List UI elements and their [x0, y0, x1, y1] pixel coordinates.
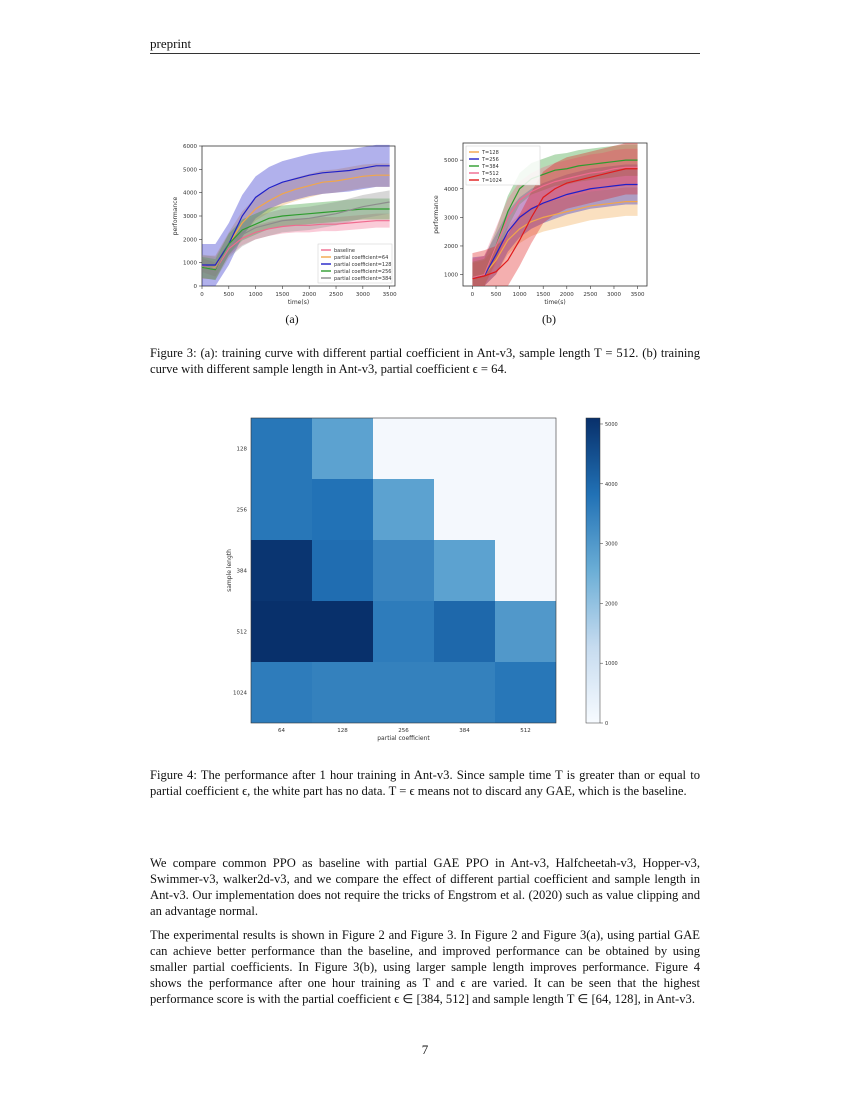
heatmap-cell [312, 418, 373, 479]
heatmap-cell [434, 601, 495, 662]
heatmap-cell [312, 540, 373, 601]
heatmap-cell [312, 479, 373, 540]
colorbar-tick-label: 5000 [605, 421, 618, 428]
legend-label: partial coefficient=384 [334, 276, 392, 282]
y-tick-label: 6000 [183, 144, 197, 150]
colorbar-tick-label: 2000 [605, 601, 618, 608]
legend-label: T=128 [482, 150, 499, 156]
heatmap-cell [434, 540, 495, 601]
colorbar-tick-label: 4000 [605, 481, 618, 488]
x-tick-label: 3500 [382, 292, 397, 298]
legend-label: partial coefficient=256 [334, 269, 392, 275]
heatmap-cell [373, 540, 434, 601]
figure-3a-label: (a) [285, 312, 299, 326]
x-tick-label: 2500 [329, 292, 344, 298]
legend-label: baseline [334, 248, 355, 254]
y-axis-label: sample length [226, 549, 233, 592]
heatmap-cell [251, 418, 312, 479]
y-tick-label: 384 [236, 568, 247, 575]
x-tick-label: 384 [459, 728, 470, 734]
y-tick-label: 1024 [233, 690, 247, 697]
heatmap-cell [373, 662, 434, 723]
header-rule [150, 53, 700, 54]
colorbar-tick-label: 3000 [605, 541, 618, 548]
x-tick-label: 500 [490, 292, 502, 298]
heatmap-cell [495, 479, 556, 540]
y-tick-label: 0 [193, 284, 197, 290]
legend-label: T=1024 [482, 178, 502, 184]
x-tick-label: 1000 [512, 292, 527, 298]
x-tick-label: 128 [337, 728, 348, 734]
y-axis-label: performance [433, 195, 440, 234]
figure-4-caption: Figure 4: The performance after 1 hour training in Ant-v3. Since sample time T is greater than or equal to partial coefficient ϵ, the white part has no data. T = ϵ means not to discard any GAE, which is the baseline. [150, 768, 700, 798]
legend-label: partial coefficient=64 [334, 255, 389, 261]
x-tick-label: 0 [200, 292, 204, 298]
figure-3b-label: (b) [542, 312, 556, 326]
y-tick-label: 512 [236, 629, 247, 636]
heatmap-cell [251, 601, 312, 662]
x-tick-label: 1500 [536, 292, 551, 298]
colorbar-tick-label: 0 [605, 721, 609, 727]
heatmap-cell [434, 479, 495, 540]
x-tick-label: 1500 [275, 292, 290, 298]
legend-label: T=384 [482, 164, 499, 170]
heatmap-cell [312, 662, 373, 723]
x-tick-label: 3000 [606, 292, 621, 298]
heatmap-cell [495, 601, 556, 662]
x-tick-label: 3000 [355, 292, 370, 298]
figure-3-caption: Figure 3: (a): training curve with different partial coefficient in Ant-v3, sample length T = 512. (b) training curve with different sample length in Ant-v3, partial coefficient ϵ = 64. [150, 346, 700, 376]
x-tick-label: 2000 [302, 292, 317, 298]
heatmap-cell [373, 601, 434, 662]
y-tick-label: 5000 [444, 158, 458, 165]
y-tick-label: 3000 [444, 215, 458, 222]
heatmap-cell [434, 662, 495, 723]
heatmap-cell [373, 418, 434, 479]
y-tick-label: 2000 [444, 243, 458, 250]
x-axis-label: time(s) [287, 299, 310, 306]
x-tick-label: 64 [278, 728, 285, 734]
x-tick-label: 2000 [559, 292, 574, 298]
heatmap-cell [373, 479, 434, 540]
x-tick-label: 256 [398, 728, 409, 734]
y-tick-label: 128 [236, 446, 247, 453]
heatmap-cell [251, 662, 312, 723]
figure-3a-chart [165, 138, 405, 308]
body-paragraph-2: The experimental results is shown in Figure 2 and Figure 3. In Figure 2 and Figure 3(a), using partial GAE can achieve better performance than the baseline, and improved performance can be obtained by using smaller partial coefficients. In Figure 3(b), using larger sample length improves performance. Figure 4 shows the performance after one hour training as T and ϵ are varied. It can be seen that the highest performance score is with the partial coefficient ϵ ∈ [384, 512] and sample length T ∈ [64, 128], in Ant-v3. [150, 928, 700, 1006]
heatmap-cell [312, 601, 373, 662]
x-axis-label: partial coefficient [377, 735, 430, 742]
y-tick-label: 4000 [444, 186, 458, 193]
page-number: 7 [421, 1042, 429, 1057]
x-tick-label: 512 [520, 728, 531, 734]
legend-label: T=256 [482, 157, 499, 163]
y-tick-label: 5000 [183, 167, 197, 174]
y-axis-label: performance [172, 196, 179, 236]
heatmap-cell [251, 479, 312, 540]
heatmap-cell [495, 540, 556, 601]
x-tick-label: 500 [223, 292, 235, 298]
x-axis-label: time(s) [544, 299, 566, 306]
y-tick-label: 256 [236, 507, 247, 514]
y-tick-label: 3000 [183, 214, 197, 220]
y-tick-label: 1000 [183, 260, 197, 267]
figure-3b-chart [427, 138, 657, 308]
figure-4-heatmap [222, 410, 632, 750]
heatmap-cell [434, 418, 495, 479]
running-title: preprint [150, 36, 192, 51]
y-tick-label: 4000 [183, 190, 197, 197]
heatmap-cell [495, 662, 556, 723]
heatmap-cell [495, 418, 556, 479]
colorbar [586, 418, 600, 723]
x-tick-label: 0 [470, 292, 475, 298]
x-tick-label: 2500 [583, 292, 598, 298]
x-tick-label: 1000 [248, 292, 263, 298]
y-tick-label: 1000 [444, 272, 458, 279]
legend-label: partial coefficient=128 [334, 262, 392, 268]
legend-label: T=512 [482, 171, 499, 177]
y-tick-label: 2000 [183, 237, 197, 244]
body-paragraph-1: We compare common PPO as baseline with partial GAE PPO in Ant-v3, Halfcheetah-v3, Hopper-v3, Swimmer-v3, walker2d-v3, and we compare the effect of different partial coefficient and sample length in Ant-v3. Our implementation does not require the tricks of Engstrom et al. (2020) such as value clipping and an advantage normal. [150, 856, 700, 918]
heatmap-cell [251, 540, 312, 601]
colorbar-tick-label: 1000 [605, 661, 618, 668]
x-tick-label: 3500 [630, 292, 645, 298]
